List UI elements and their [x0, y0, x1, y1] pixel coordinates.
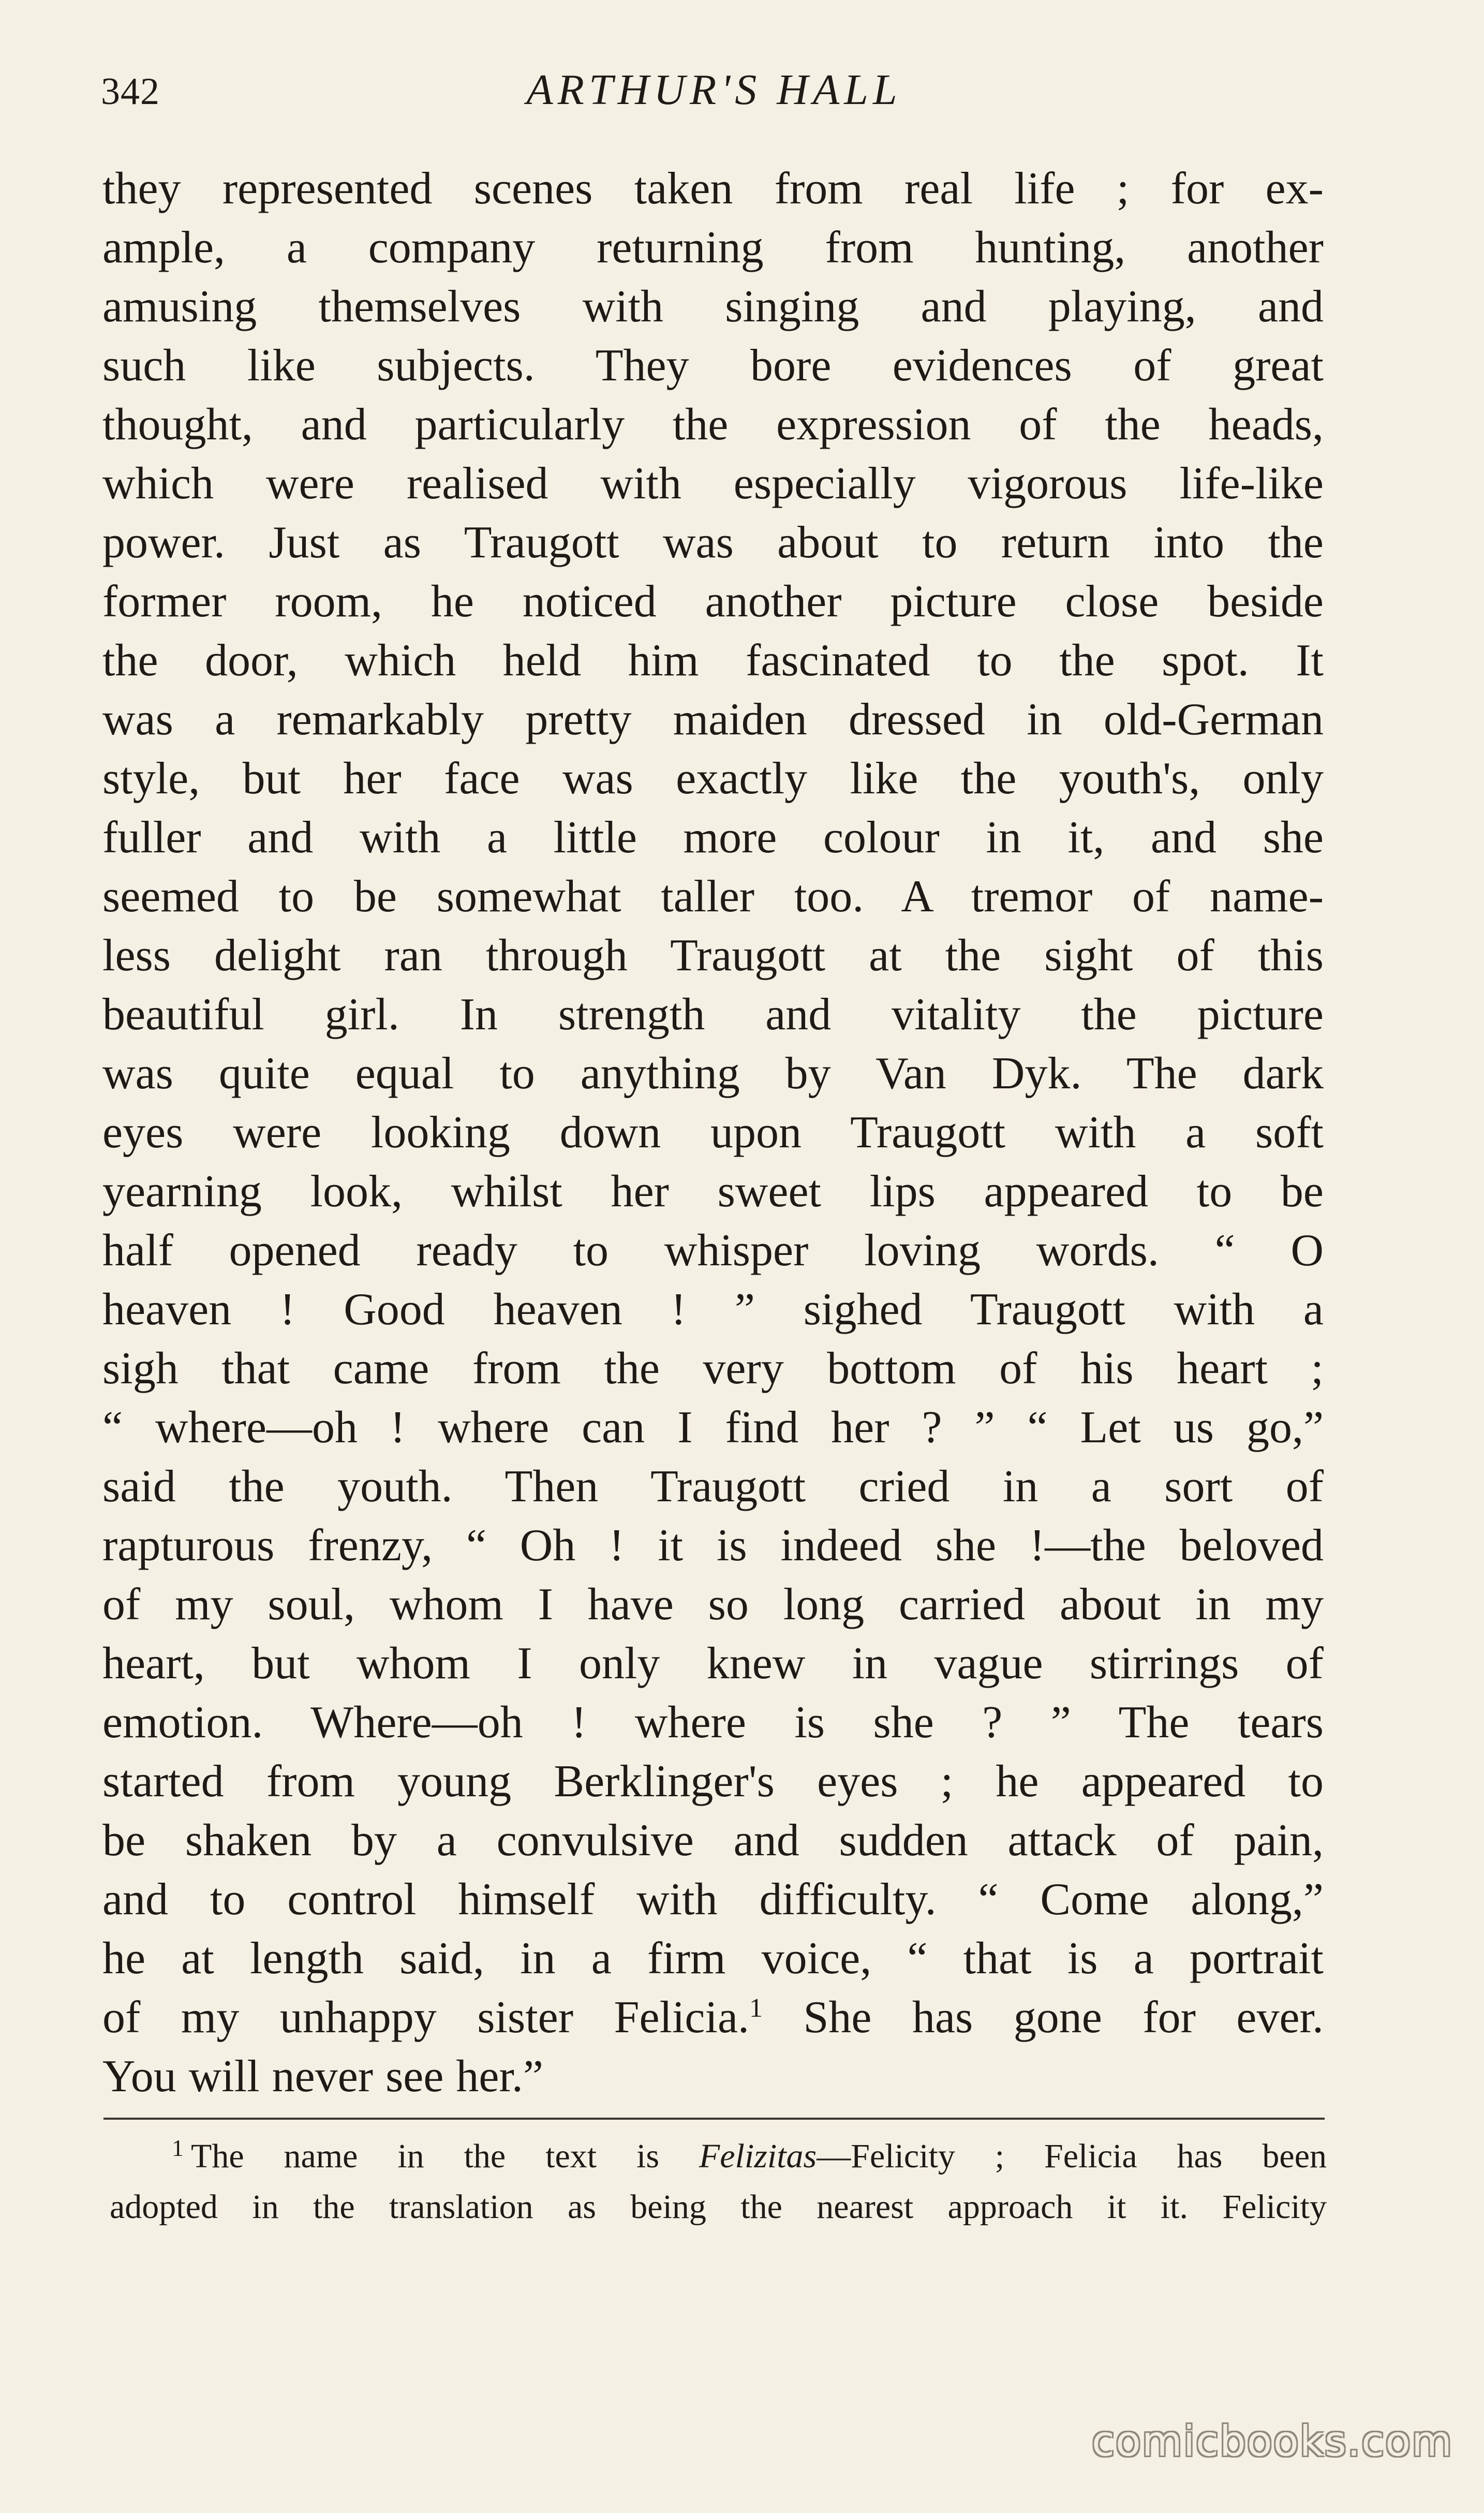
running-title: ARTHUR'S HALL	[526, 66, 902, 114]
text-segment: She has gone for ever.	[763, 1992, 1324, 2043]
text-line: yearning look, whilst her sweet lips appeared to be	[102, 1166, 1324, 1217]
text-line: power. Just as Traugott was about to return into the	[102, 518, 1324, 568]
footnote-italic-term: Felizitas	[699, 2137, 817, 2175]
text-line: be shaken by a convulsive and sudden attack of pain,	[102, 1815, 1324, 1866]
footnote-number: 1	[172, 2135, 184, 2161]
text-line: the door, which held him fascinated to the spot. It	[102, 635, 1324, 686]
text-line: they represented scenes taken from real life ; for ex-	[102, 164, 1324, 214]
text-line: seemed to be somewhat taller too. A tremor of name-	[102, 871, 1324, 922]
text-line: said the youth. Then Traugott cried in a sort of	[102, 1461, 1324, 1512]
text-line: You will never see her.”	[102, 2051, 543, 2102]
footnote-marker: 1	[749, 1993, 763, 2023]
text-line: started from young Berklinger's eyes ; he appeared to	[102, 1756, 1324, 1807]
text-line: such like subjects. They bore evidences of great	[102, 341, 1324, 391]
page-header	[101, 65, 1327, 122]
text-line-with-footnote	[102, 1988, 1324, 2047]
text-line: thought, and particularly the expression of the heads,	[102, 400, 1324, 450]
text-line: less delight ran through Traugott at the sight of this	[102, 930, 1324, 981]
text-line: of my soul, whom I have so long carried about in my	[102, 1579, 1324, 1630]
text-line: former room, he noticed another picture close beside	[102, 576, 1324, 627]
text-segment: of my unhappy sister Felicia.	[102, 1992, 749, 2043]
text-line: fuller and with a little more colour in it, and she	[102, 812, 1324, 863]
text-line: which were realised with especially vigorous life-like	[102, 459, 1324, 509]
text-line: amusing themselves with singing and playing, and	[102, 282, 1324, 332]
page-number: 342	[101, 70, 160, 113]
text-line: he at length said, in a firm voice, “ that is a portrait	[102, 1933, 1324, 1984]
watermark-logo: comicbooks.com	[1091, 2417, 1453, 2465]
text-line: ample, a company returning from hunting, another	[102, 223, 1324, 273]
footnote-line: adopted in the translation as being the nearest approach it it. Felicity	[110, 2188, 1327, 2226]
footnote-line	[110, 2131, 1327, 2182]
text-line: half opened ready to whisper loving words. “ O	[102, 1225, 1324, 1276]
footnote-text: The name in the text is	[191, 2137, 699, 2175]
text-line: style, but her face was exactly like the youth's, only	[102, 753, 1324, 804]
text-line: was quite equal to anything by Van Dyk. The dark	[102, 1048, 1324, 1099]
footnote-text: —Felicity ; Felicia has been	[817, 2137, 1327, 2175]
text-line: heaven ! Good heaven ! ” sighed Traugott with a	[102, 1284, 1324, 1335]
text-line: emotion. Where—oh ! where is she ? ” The tears	[102, 1697, 1324, 1748]
text-line: beautiful girl. In strength and vitality the picture	[102, 989, 1324, 1040]
text-line: rapturous frenzy, “ Oh ! it is indeed she !—the beloved	[102, 1520, 1324, 1571]
text-line: sigh that came from the very bottom of his heart ;	[102, 1343, 1324, 1394]
text-line: heart, but whom I only knew in vague stirrings of	[102, 1638, 1324, 1689]
footnote	[110, 2131, 1327, 2233]
text-line: was a remarkably pretty maiden dressed in old-German	[102, 694, 1324, 745]
text-line: “ where—oh ! where can I find her ? ” “ Let us go,”	[102, 1402, 1324, 1453]
footnote-divider	[103, 2118, 1325, 2120]
text-line: eyes were looking down upon Traugott with a soft	[102, 1107, 1324, 1158]
text-line: and to control himself with difficulty. “ Come along,”	[102, 1874, 1324, 1925]
body-text	[102, 159, 1324, 2106]
